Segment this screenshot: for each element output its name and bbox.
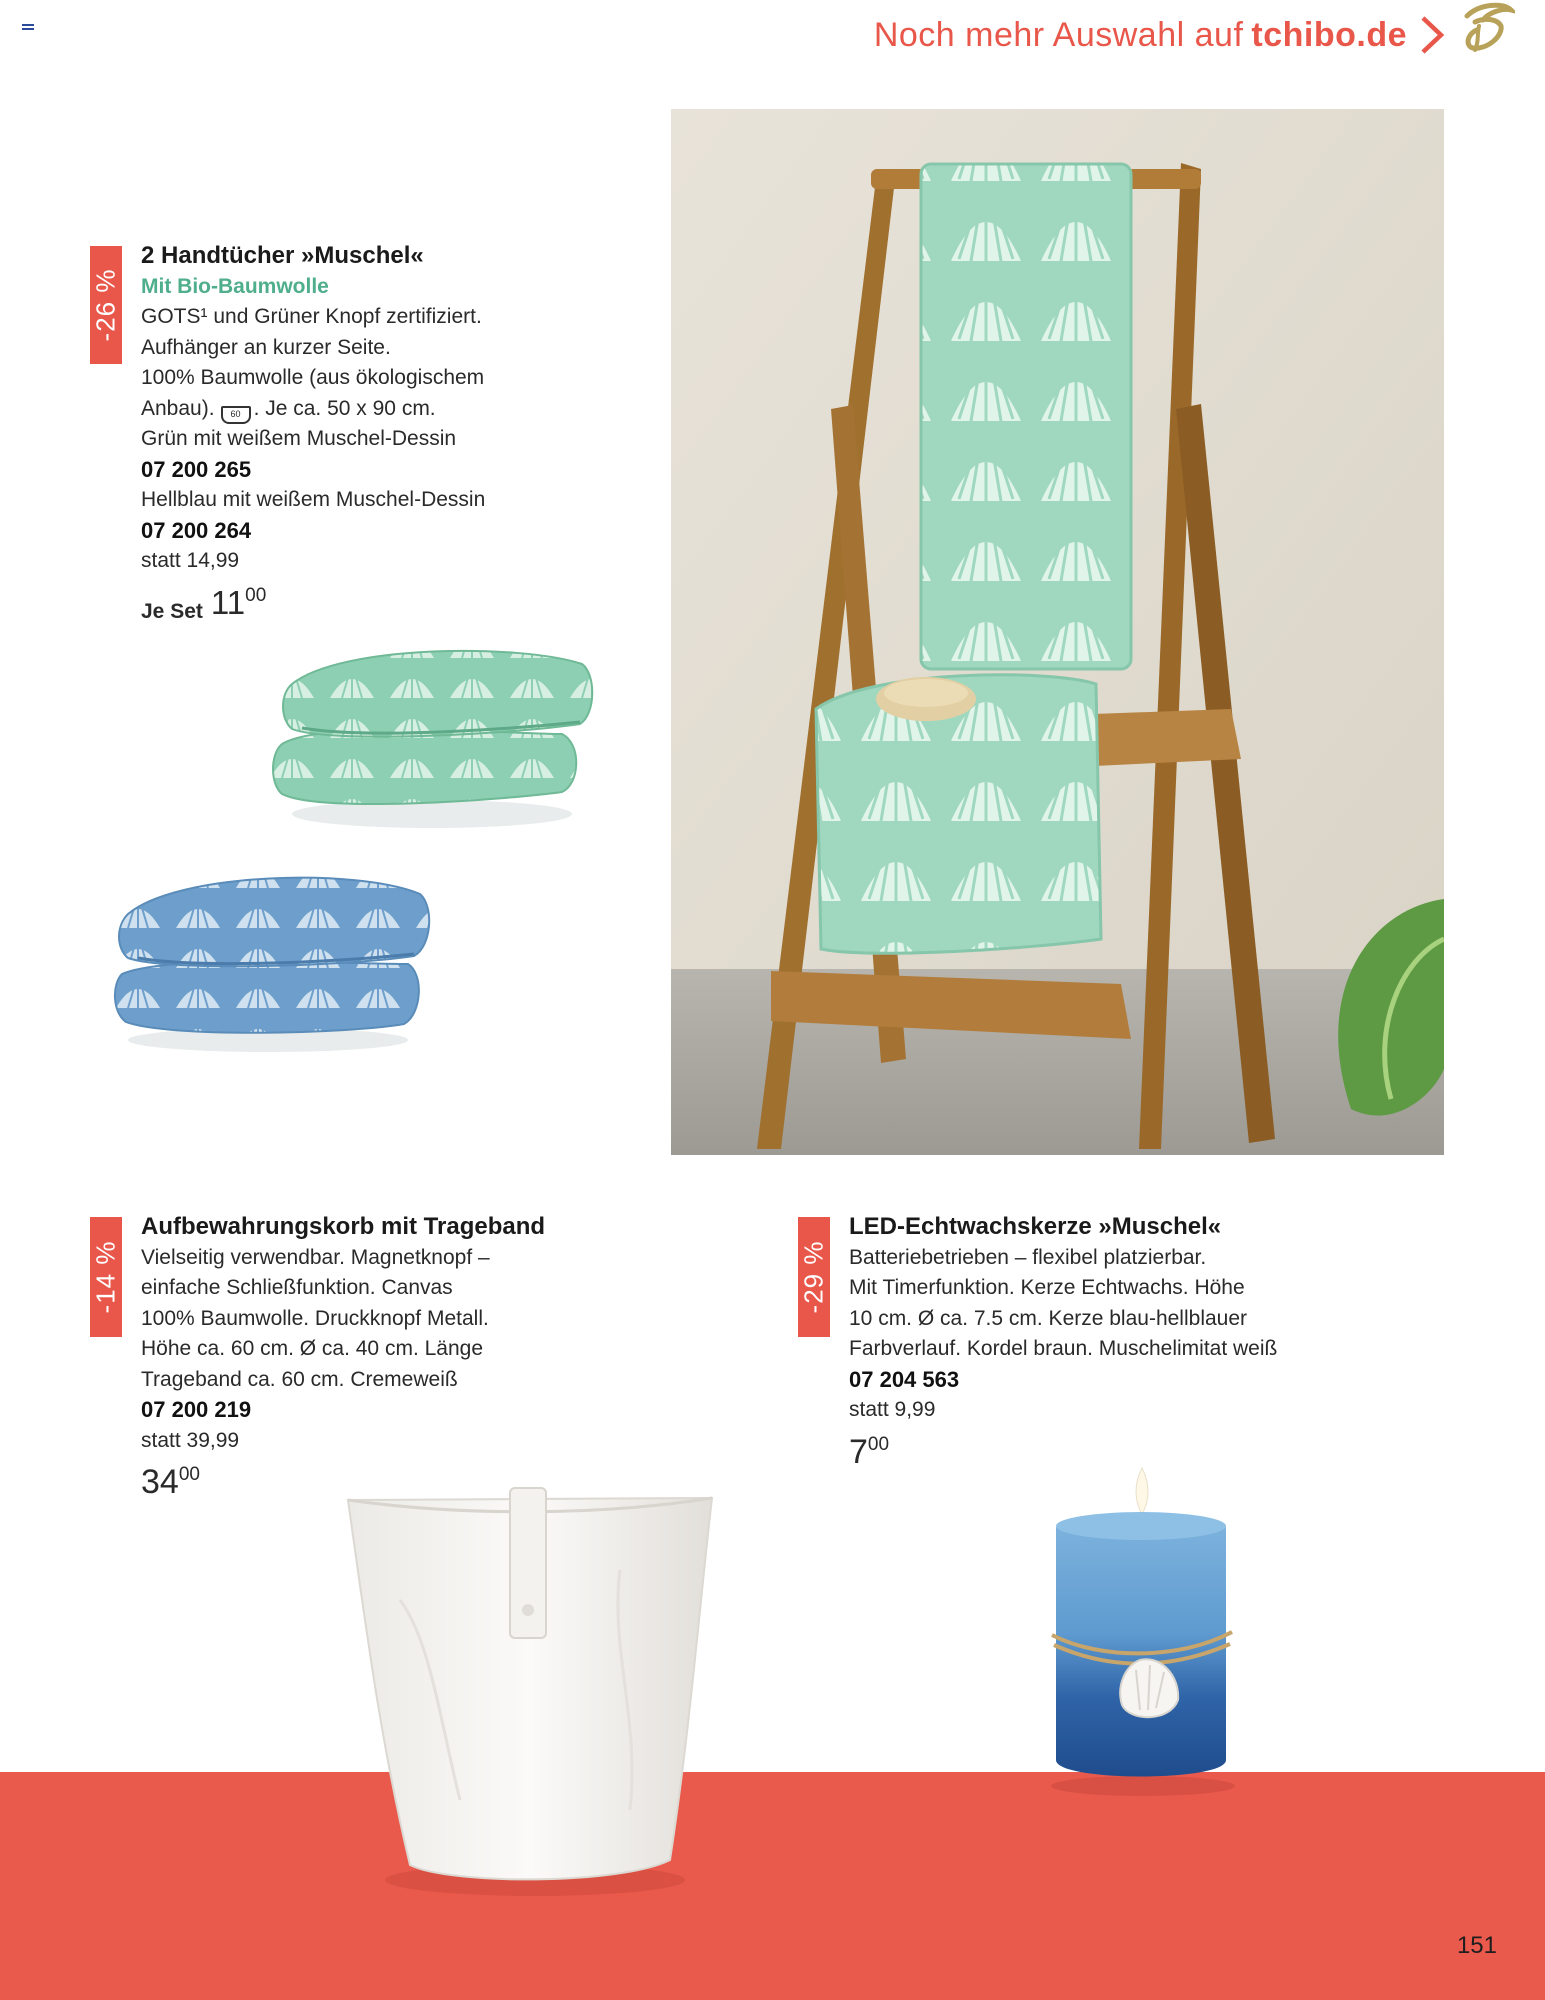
price-decimal: 00: [178, 1464, 200, 1485]
product-title: LED-Echtwachskerze »Muschel«: [849, 1213, 1222, 1240]
storage-basket-image: [340, 1480, 720, 1900]
tchibo-bean-logo-icon: [1457, 0, 1515, 56]
discount-label: -14 %: [90, 1240, 121, 1314]
description-line: 100% Baumwolle (aus ökologischem: [141, 366, 485, 389]
price-decimal: 00: [867, 1433, 890, 1455]
description-line: Vielseitig verwendbar. Magnetknopf –: [141, 1245, 490, 1269]
discount-badge: [798, 1217, 830, 1337]
description-line: [141, 394, 561, 425]
description-line: Höhe ca. 60 cm. Ø ca. 40 cm. Länge: [141, 1337, 484, 1360]
blue-towels-image: [108, 854, 434, 1054]
variant-label: Hellblau mit weißem Muschel-Dessin: [141, 488, 486, 511]
article-number: 07 204 563: [849, 1366, 960, 1392]
description-line: GOTS¹ und Grüner Knopf zertifiziert.: [141, 305, 482, 328]
description-line: Farbverlauf. Kordel braun. Muschelimitat weiß: [849, 1337, 1278, 1360]
header-link-prefix: Noch mehr Auswahl auf: [873, 15, 1244, 54]
description-text: Anbau).: [141, 396, 215, 420]
article-number: 07 200 219: [141, 1397, 252, 1422]
price-integer: 7: [849, 1432, 868, 1471]
description-line: 10 cm. Ø ca. 7.5 cm. Kerze blau-hellblauer: [849, 1306, 1248, 1330]
product-subtitle: Mit Bio-Baumwolle: [141, 274, 329, 298]
towels-product-info: [141, 241, 561, 627]
description-line: Trageband ca. 60 cm. Cremeweiß: [141, 1367, 458, 1391]
article-number: 07 200 265: [141, 456, 252, 482]
description-line: 100% Baumwolle. Druckknopf Metall.: [141, 1306, 489, 1330]
discount-label: -29 %: [798, 1240, 829, 1314]
led-candle-image: [1040, 1460, 1240, 1800]
description-line: Mit Timerfunktion. Kerze Echtwachs. Höhe: [849, 1276, 1245, 1299]
price-integer: 34: [141, 1463, 179, 1501]
description-line: einfache Schließfunktion. Canvas: [141, 1276, 453, 1299]
description-text: . Je ca. 50 x 90 cm.: [253, 396, 436, 420]
tchibo-shop-link[interactable]: [874, 12, 1447, 58]
product-title: Aufbewahrungskorb mit Trageband: [141, 1213, 546, 1240]
wash-60-icon: 60: [221, 406, 251, 424]
discount-badge: [90, 1217, 122, 1337]
old-price: statt 39,99: [141, 1428, 240, 1452]
green-towels-image: [262, 624, 598, 830]
price-prefix: Je Set: [141, 599, 203, 623]
product-title: 2 Handtücher »Muschel«: [141, 242, 424, 269]
page-number: 151: [1456, 1932, 1497, 1959]
price-decimal: 00: [245, 584, 267, 606]
header-link-site: tchibo.de: [1251, 15, 1407, 54]
basket-product-info: [141, 1212, 601, 1502]
discount-badge: [90, 246, 122, 364]
description-line: Aufhänger an kurzer Seite.: [141, 335, 391, 359]
article-number: 07 200 264: [141, 517, 252, 543]
price: [141, 583, 561, 628]
variant-label: Grün mit weißem Muschel-Dessin: [141, 427, 457, 450]
price-integer: 11: [210, 583, 246, 621]
coral-floor-band: [0, 1772, 1545, 2000]
menu-icon[interactable]: [22, 24, 34, 34]
old-price: statt 14,99: [141, 549, 240, 572]
chevron-right-icon: [1417, 12, 1447, 58]
discount-label: -26 %: [90, 268, 121, 342]
candle-product-info: [849, 1212, 1349, 1472]
old-price: statt 9,99: [849, 1398, 936, 1421]
towel-rack-lifestyle-image: [671, 109, 1444, 1155]
description-line: Batteriebetrieben – flexibel platzierbar.: [849, 1245, 1207, 1269]
